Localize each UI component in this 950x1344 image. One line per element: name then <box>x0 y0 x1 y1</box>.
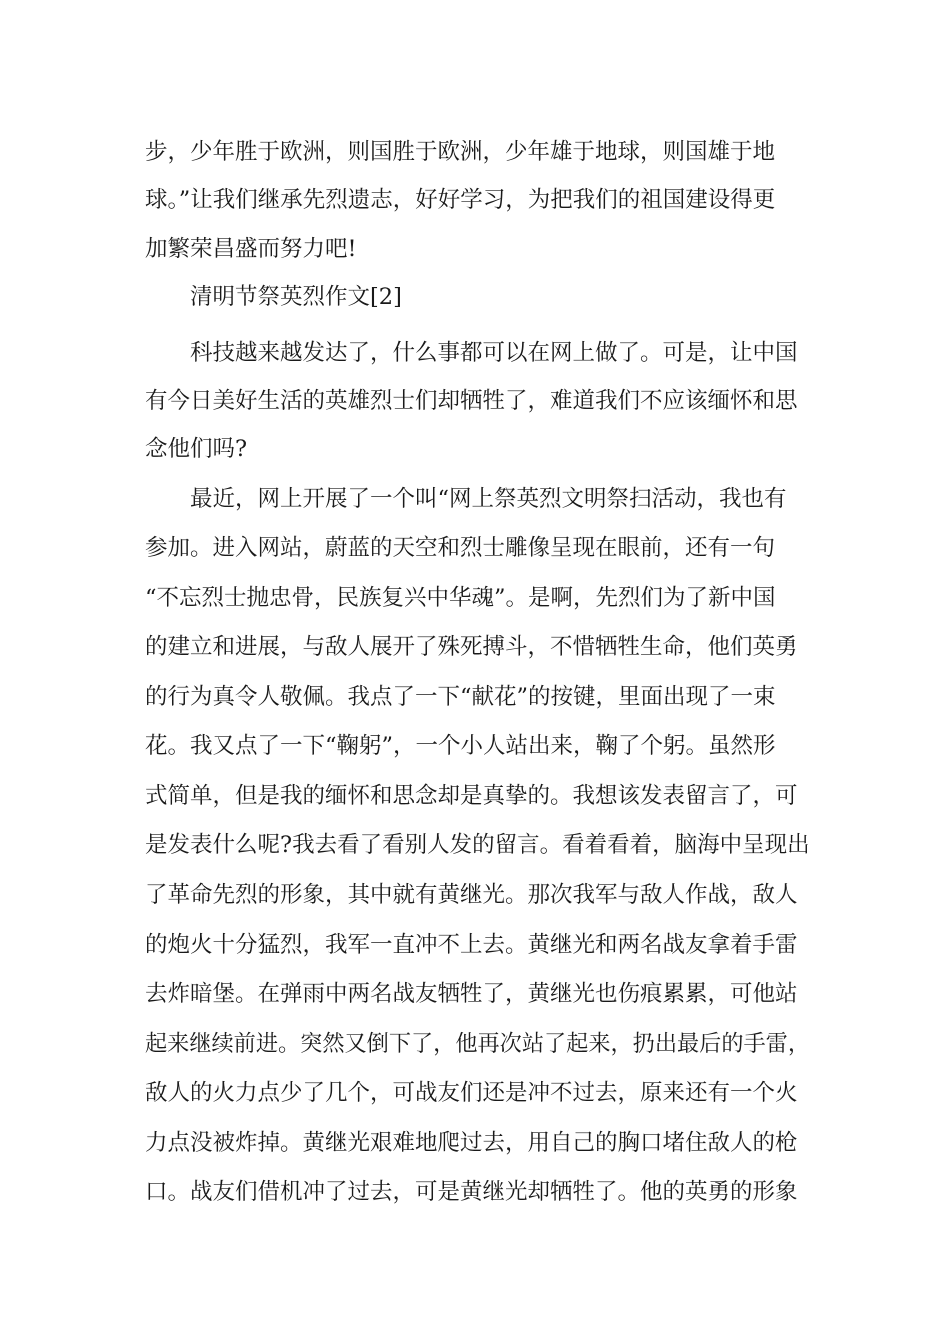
text-line: 球。”让我们继承先烈遗志，好好学习，为把我们的祖国建设得更 <box>145 187 776 213</box>
text-line: 的行为真令人敬佩。我点了一下“献花”的按键，里面出现了一束 <box>145 684 776 710</box>
text-line: 参加。进入网站，蔚蓝的天空和烈士雕像呈现在眼前，还有一句 <box>145 535 776 561</box>
text-line: 口。战友们借机冲了过去，可是黄继光却牺牲了。他的英勇的形象 <box>145 1179 798 1205</box>
text-line: 念他们吗? <box>145 436 248 462</box>
text-line: 有今日美好生活的英雄烈士们却牺牲了，难道我们不应该缅怀和思 <box>145 388 798 414</box>
text-line: 最近，网上开展了一个叫“网上祭英烈文明祭扫活动，我也有 <box>190 486 787 512</box>
text-line: 去炸暗堡。在弹雨中两名战友牺牲了，黄继光也伤痕累累，可他站 <box>145 981 798 1007</box>
text-line: 的建立和进展，与敌人展开了殊死搏斗，不惜牺牲生命，他们英勇 <box>145 634 798 660</box>
text-line: 步，少年胜于欧洲，则国胜于欧洲，少年雄于地球，则国雄于地 <box>145 139 776 165</box>
text-line: 科技越来越发达了，什么事都可以在网上做了。可是，让中国 <box>190 340 798 366</box>
text-line: 敌人的火力点少了几个，可战友们还是冲不过去，原来还有一个火 <box>145 1080 798 1106</box>
text-line: 起来继续前进。突然又倒下了，他再次站了起来，扔出最后的手雷， <box>145 1031 811 1057</box>
text-line: 加繁荣昌盛而努力吧! <box>145 236 357 262</box>
section-heading: 清明节祭英烈作文[2] <box>190 284 402 310</box>
text-line: 了革命先烈的形象，其中就有黄继光。那次我军与敌人作战，敌人 <box>145 882 798 908</box>
text-line: “不忘烈士抛忠骨，民族复兴中华魂”。是啊，先烈们为了新中国 <box>145 585 776 611</box>
text-line: 花。我又点了一下“鞠躬”，一个小人站出来，鞠了个躬。虽然形 <box>145 733 776 759</box>
text-line: 力点没被炸掉。黄继光艰难地爬过去，用自己的胸口堵住敌人的枪 <box>145 1130 798 1156</box>
text-line: 的炮火十分猛烈，我军一直冲不上去。黄继光和两名战友拿着手雷 <box>145 932 798 958</box>
text-line: 式简单，但是我的缅怀和思念却是真挚的。我想该发表留言了，可 <box>145 783 798 809</box>
text-line: 是发表什么呢?我去看了看别人发的留言。看着看着，脑海中呈现出 <box>145 832 810 858</box>
